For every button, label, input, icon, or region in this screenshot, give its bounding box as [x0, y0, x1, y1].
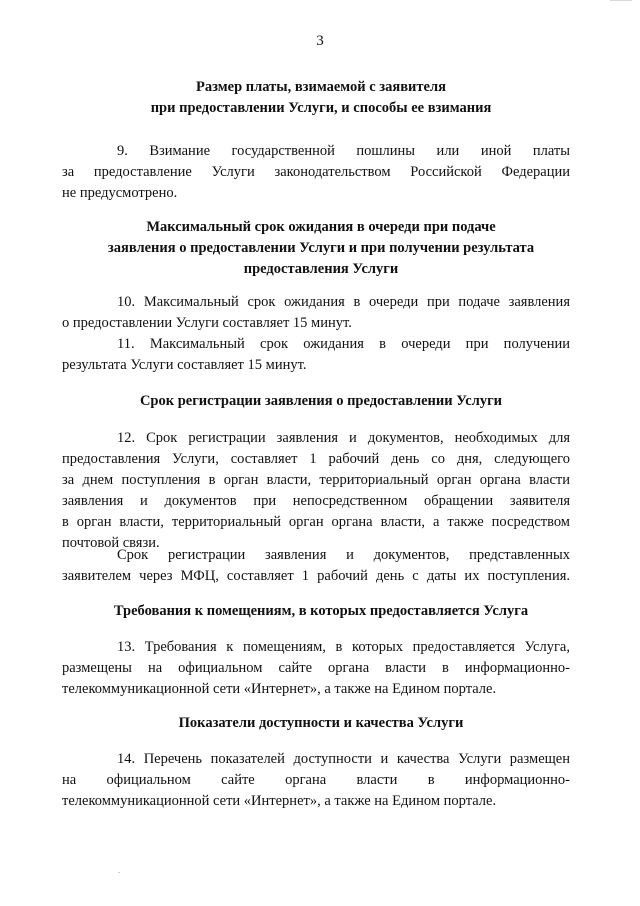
paragraph-line: о предоставлении Услуги составляет 15 минут.	[62, 315, 352, 331]
section-heading-fee	[60, 77, 582, 119]
heading-line: Срок регистрации заявления о предоставлении Услуги	[139, 393, 503, 409]
paragraph-line: заявления и документов при непосредственном обращении заявителя	[62, 493, 570, 509]
heading-line: заявления о предоставлении Услуги и при получении результата	[107, 240, 535, 256]
paragraph-line: 14. Перечень показателей доступности и качества Услуги размещен	[117, 751, 570, 767]
scan-speck	[118, 872, 120, 873]
heading-line: предоставления Услуги	[243, 261, 399, 277]
paragraph-line: 13. Требования к помещениям, в которых предоставляется Услуга,	[117, 639, 570, 655]
paragraph-line: 10. Максимальный срок ожидания в очереди при подаче заявления	[117, 294, 570, 310]
paragraph-line: 11. Максимальный срок ожидания в очереди при получении	[117, 336, 570, 352]
paragraph-line: результата Услуги составляет 15 минут.	[62, 357, 307, 373]
section-heading-quality-indicators	[60, 713, 582, 734]
paragraph-line: заявителем через МФЦ, составляет 1 рабочий день с даты их поступления.	[62, 568, 570, 584]
paragraph-line: за днем поступления в орган власти, территориальный орган органа власти	[62, 472, 570, 488]
heading-line: при предоставлении Услуги, и способы ее взимания	[150, 100, 492, 116]
paragraph-line: телекоммуникационной сети «Интернет», а также на Едином портале.	[62, 681, 497, 697]
heading-line: Размер платы, взимаемой с заявителя	[196, 79, 446, 95]
paragraph-line: в орган власти, территориальный орган органа власти, а также посредством	[62, 514, 570, 530]
paragraph-line: не предусмотрено.	[62, 185, 178, 201]
heading-line: Требования к помещениям, в которых предоставляется Услуга	[113, 603, 529, 619]
paragraph-line: 12. Срок регистрации заявления и документов, необходимых для	[117, 430, 570, 446]
paragraph-line: на официальном сайте органа власти в информационно-	[62, 772, 570, 788]
paragraph-line: телекоммуникационной сети «Интернет», а также на Едином портале.	[62, 793, 497, 809]
heading-line: Максимальный срок ожидания в очереди при подаче	[146, 219, 496, 235]
paragraph-line: размещены на официальном сайте органа власти в информационно-	[62, 660, 570, 676]
page-number: 3	[316, 33, 324, 49]
heading-line: Показатели доступности и качества Услуги	[178, 715, 464, 731]
paragraph-line: почтовой связи.	[62, 535, 160, 551]
scan-edge-line	[610, 0, 632, 1]
paragraph-line: за предоставление Услуги законодательством Российской Федерации	[62, 164, 570, 180]
paragraph-line: 9. Взимание государственной пошлины или иной платы	[117, 143, 570, 159]
section-heading-premises	[60, 601, 582, 622]
section-heading-waiting-time	[60, 217, 582, 280]
paragraph-line: предоставления Услуги, составляет 1 рабочий день со дня, следующего	[62, 451, 570, 467]
paragraph-line: Срок регистрации заявления и документов, представленных	[117, 547, 570, 563]
section-heading-registration-term	[60, 391, 582, 412]
